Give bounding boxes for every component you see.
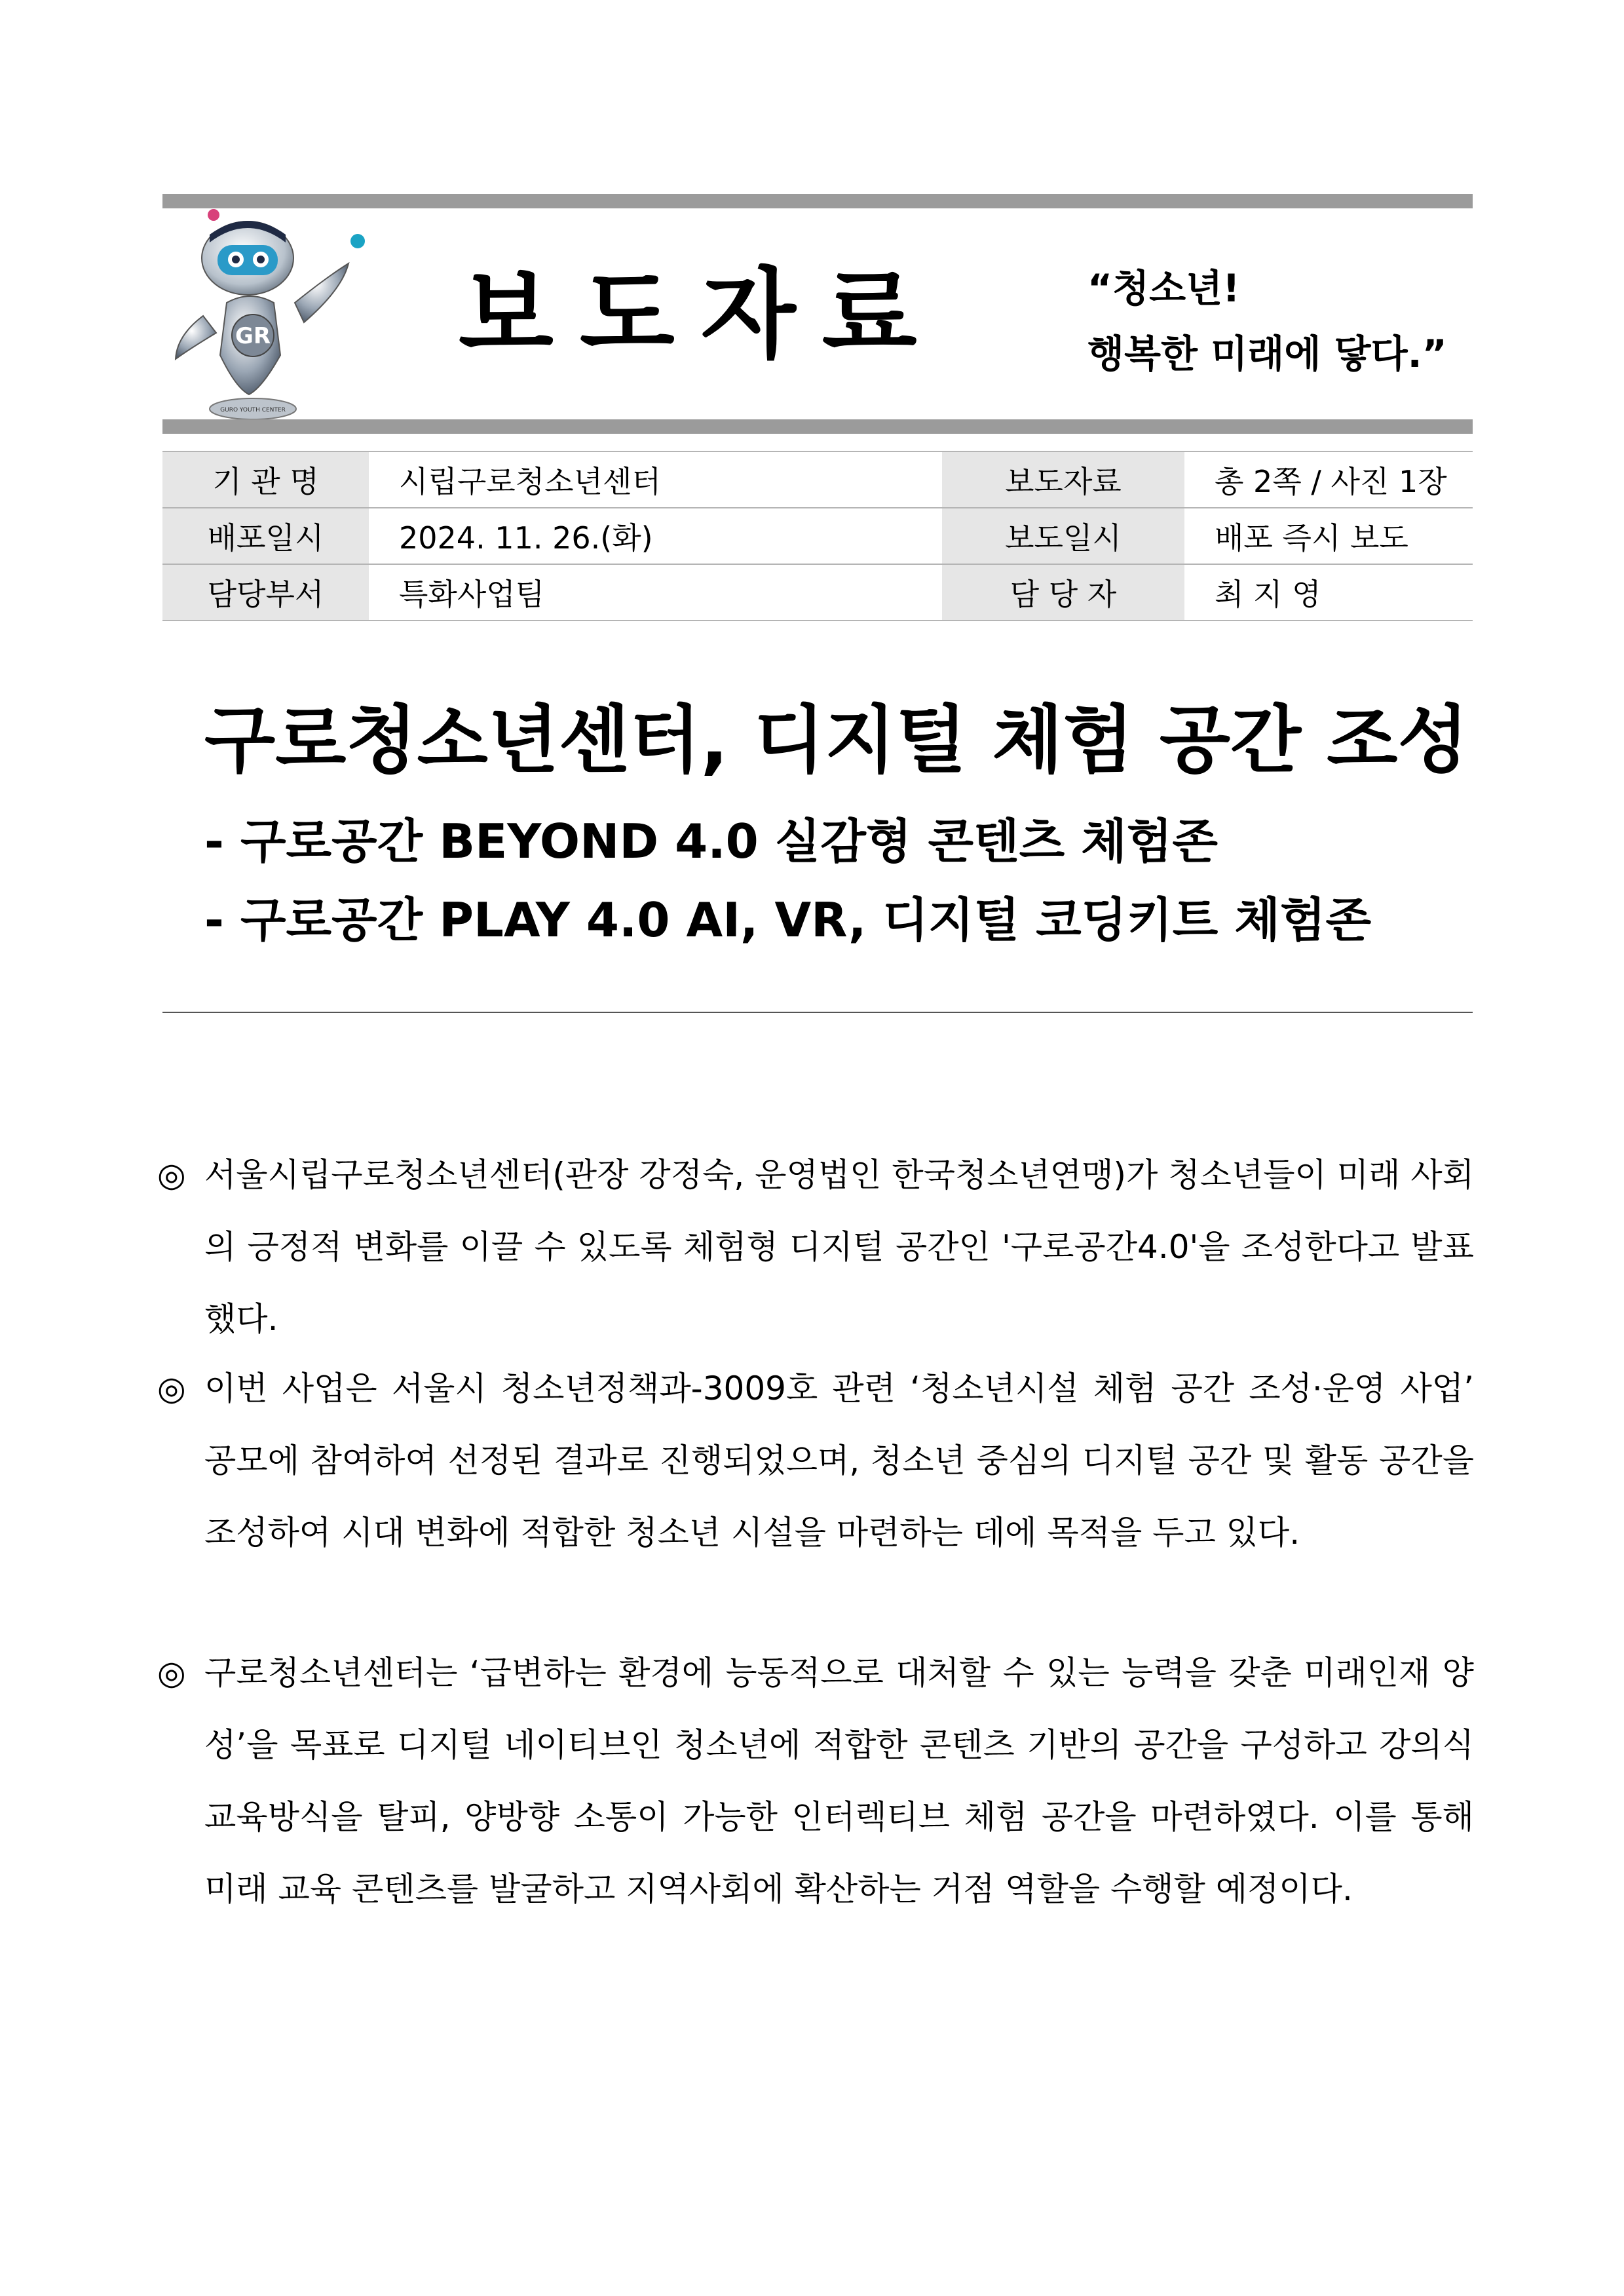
- info-label: 배포일시: [162, 508, 369, 564]
- paragraph-text: 구로청소년센터는 ‘급변하는 환경에 능동적으로 대처할 수 있는 능력을 갖춘 미래인재 양성’을 목표로 디지털 네이티브인 청소년에 적합한 콘텐츠 기반의 공간을 구성하고 강의식 교육방식을 탈피, 양방향 소통이 가능한 인터렉티브 체험 공간을 마련하였다. 이를 통해 미래 교육 콘텐츠를 발굴하고 지역사회에 확산하는 거점 역할을 수행할 예정이다.: [204, 1654, 1474, 1908]
- info-value: 배포 즉시 보도: [1184, 508, 1473, 564]
- paragraph-text: 이번 사업은 서울시 청소년정책과-3009호 관련 ‘청소년시설 체험 공간 조성·운영 사업’ 공모에 참여하여 선정된 결과로 진행되었으며, 청소년 중심의 디지털 공간 및 활동 공간을 조성하여 시대 변화에 적합한 청소년 시설을 마련하는 데에 목적을 두고 있다.: [204, 1369, 1474, 1552]
- table-row: [162, 451, 1473, 508]
- paragraph-3: [157, 1637, 1474, 1925]
- info-value: 특화사업팀: [369, 564, 942, 621]
- headline: 구로청소년센터, 디지털 체험 공간 조성: [204, 698, 1469, 783]
- info-label: 담 당 자: [942, 564, 1184, 621]
- bullet-mark-icon: ◎: [157, 1369, 186, 1407]
- header-bottom-bar: [162, 419, 1473, 434]
- logo-badge-text: GR: [235, 323, 271, 349]
- info-value: 최 지 영: [1184, 564, 1473, 621]
- paragraph-1: [157, 1139, 1474, 1355]
- paragraph-text: 서울시립구로청소년센터(관장 강정숙, 운영법인 한국청소년연맹)가 청소년들이 미래 사회의 긍정적 변화를 이끌 수 있도록 체험형 디지털 공간인 '구로공간4.0'을 조성한다고 발표했다.: [204, 1156, 1474, 1338]
- table-row: [162, 508, 1473, 564]
- table-row: [162, 564, 1473, 621]
- slogan: [1087, 256, 1447, 387]
- slogan-line-2: 행복한 미래에 닿다.”: [1087, 332, 1447, 376]
- info-value: 2024. 11. 26.(화): [369, 508, 942, 564]
- info-label: 보도일시: [942, 508, 1184, 564]
- info-label: 기 관 명: [162, 451, 369, 508]
- info-label: 보도자료: [942, 451, 1184, 508]
- page-title: 보도자료: [459, 257, 943, 372]
- info-table: [162, 451, 1473, 621]
- paragraph-2: [157, 1352, 1474, 1569]
- divider: [162, 1012, 1473, 1013]
- info-label: 담당부서: [162, 564, 369, 621]
- subheadline-2: - 구로공간 PLAY 4.0 AI, VR, 디지털 코딩키트 체험존: [204, 892, 1372, 947]
- bullet-mark-icon: ◎: [157, 1654, 186, 1692]
- logo-caption: GURO YOUTH CENTER: [220, 407, 286, 413]
- bullet-mark-icon: ◎: [157, 1156, 186, 1194]
- info-value: 시립구로청소년센터: [369, 451, 942, 508]
- robot-logo-icon: [164, 204, 373, 427]
- slogan-line-1: “청소년!: [1087, 266, 1240, 311]
- subheadline-1: - 구로공간 BEYOND 4.0 실감형 콘텐츠 체험존: [204, 814, 1218, 869]
- info-value: 총 2쪽 / 사진 1장: [1184, 451, 1473, 508]
